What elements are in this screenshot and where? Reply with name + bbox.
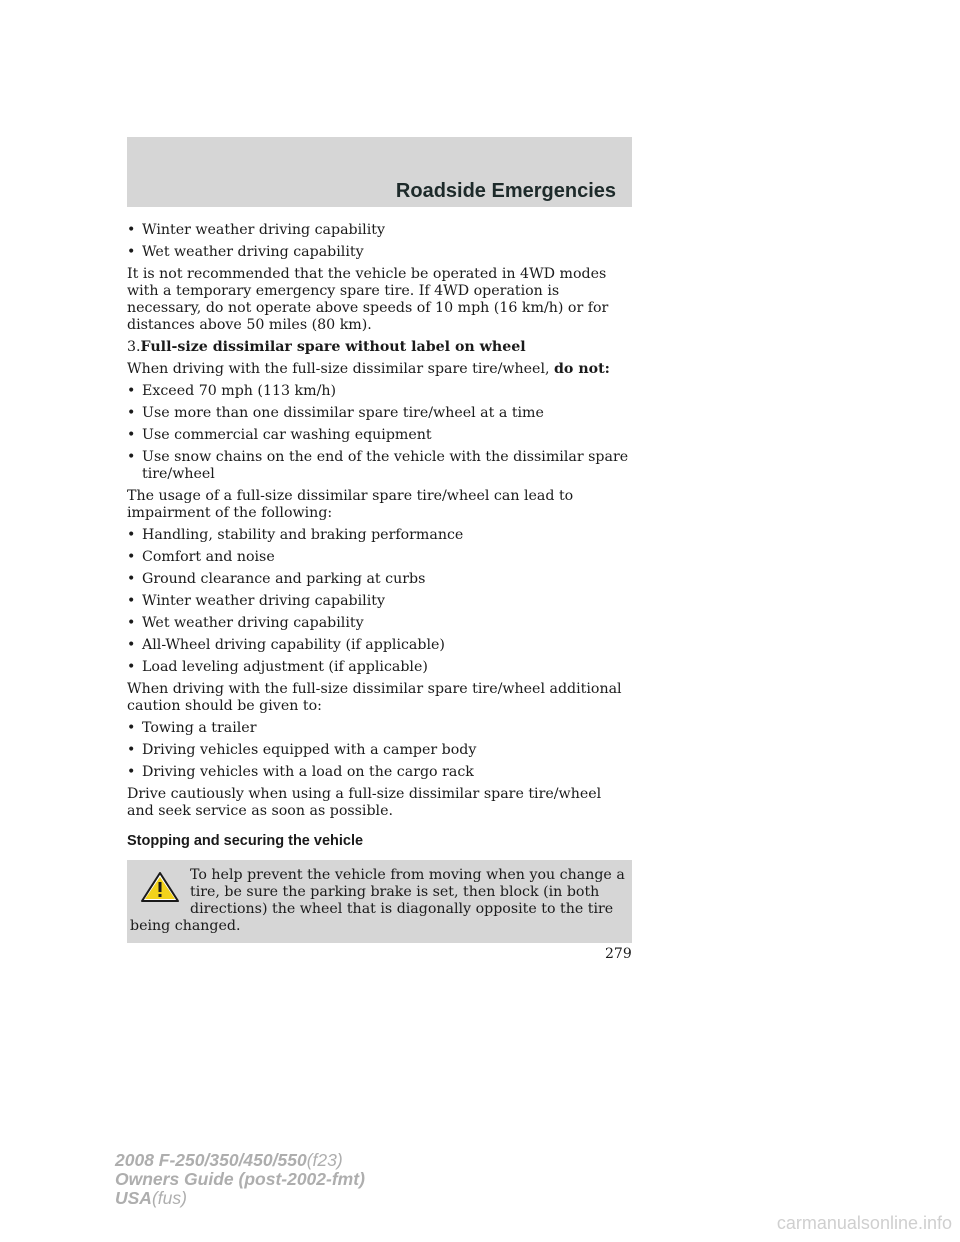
bullet-dot: • — [127, 742, 136, 758]
bullet-dot: • — [127, 222, 136, 238]
list-item: • Load leveling adjustment (if applicable) — [127, 659, 428, 675]
bullet-list-c — [127, 527, 632, 676]
list-item: • Use more than one dissimilar spare tire/wheel at a time — [127, 405, 544, 421]
section-title: Roadside Emergencies — [395, 180, 616, 202]
bullet-dot: • — [127, 549, 136, 565]
bullet-dot: • — [127, 637, 136, 653]
bullet-dot: • — [127, 593, 136, 609]
footer-line-1: 2008 F-250/350/450/550(f23) — [115, 1150, 343, 1170]
list-item: • All-Wheel driving capability (if applicable) — [127, 637, 445, 653]
document-footer — [115, 1151, 365, 1208]
bullet-dot: • — [127, 615, 136, 631]
warning-box — [127, 860, 632, 943]
list-item: • Wet weather driving capability — [127, 244, 364, 260]
bullet-dot: • — [127, 764, 136, 780]
list-item: • Use commercial car washing equipment — [127, 427, 432, 443]
paragraph-4wd: It is not recommended that the vehicle be operated in 4WD modes with a temporary emergency spare tire. If 4WD operation is necessary, do not operate above speeds of 10 mph (16 km/h) or for distances above 50 miles (80 km). — [127, 266, 609, 333]
paragraph-usage: The usage of a full-size dissimilar spare tire/wheel can lead to impairment of the following: — [127, 488, 574, 521]
bullet-dot: • — [127, 244, 136, 260]
item-number: 3. — [127, 339, 141, 355]
list-item: • Driving vehicles equipped with a camper body — [127, 742, 477, 758]
list-item: • Use snow chains on the end of the vehicle with the dissimilar spare tire/wheel — [127, 449, 629, 482]
list-item: • Ground clearance and parking at curbs — [127, 571, 426, 587]
bullet-dot: • — [127, 405, 136, 421]
warning-text: To help prevent the vehicle from moving when you change a tire, be sure the parking brake is set, then block (in both directions) the wheel that is diagonally opposite to the tire being changed. — [130, 867, 625, 934]
numbered-item-3 — [127, 339, 632, 356]
watermark: carmanualsonline.info — [776, 1213, 952, 1233]
bullet-dot: • — [127, 527, 136, 543]
bullet-dot: • — [127, 571, 136, 587]
bullet-list-a — [127, 222, 632, 261]
emphasis-do-not: do not: — [554, 361, 610, 377]
list-item: • Handling, stability and braking performance — [127, 527, 464, 543]
paragraph-drive-cautiously: Drive cautiously when using a full-size dissimilar spare tire/wheel and seek service as soon as possible. — [127, 786, 602, 819]
bullet-dot: • — [127, 427, 136, 443]
list-item: • Wet weather driving capability — [127, 615, 364, 631]
bullet-dot: • — [127, 659, 136, 675]
bullet-dot: • — [127, 449, 136, 465]
list-item: • Towing a trailer — [127, 720, 257, 736]
paragraph-do-not: When driving with the full-size dissimilar spare tire/wheel, do not: — [127, 361, 610, 377]
list-item: • Exceed 70 mph (113 km/h) — [127, 383, 337, 399]
bullet-list-b — [127, 383, 632, 483]
list-item: • Comfort and noise — [127, 549, 275, 565]
page-content — [127, 222, 632, 943]
bullet-dot: • — [127, 383, 136, 399]
list-item: • Winter weather driving capability — [127, 593, 385, 609]
footer-line-3: USA(fus) — [115, 1188, 187, 1208]
bullet-list-d — [127, 720, 632, 781]
bullet-dot: • — [127, 720, 136, 736]
item-title: Full-size dissimilar spare without label on wheel — [140, 339, 526, 355]
paragraph-caution: When driving with the full-size dissimilar spare tire/wheel additional caution should be given to: — [127, 681, 622, 714]
page-number: 279 — [605, 946, 632, 962]
warning-triangle-icon — [140, 871, 180, 903]
footer-line-2: Owners Guide (post-2002-fmt) — [115, 1169, 365, 1189]
section-header-band — [127, 137, 632, 207]
list-item: • Winter weather driving capability — [127, 222, 385, 238]
list-item: • Driving vehicles with a load on the cargo rack — [127, 764, 474, 780]
section-heading: Stopping and securing the vehicle — [127, 833, 364, 849]
